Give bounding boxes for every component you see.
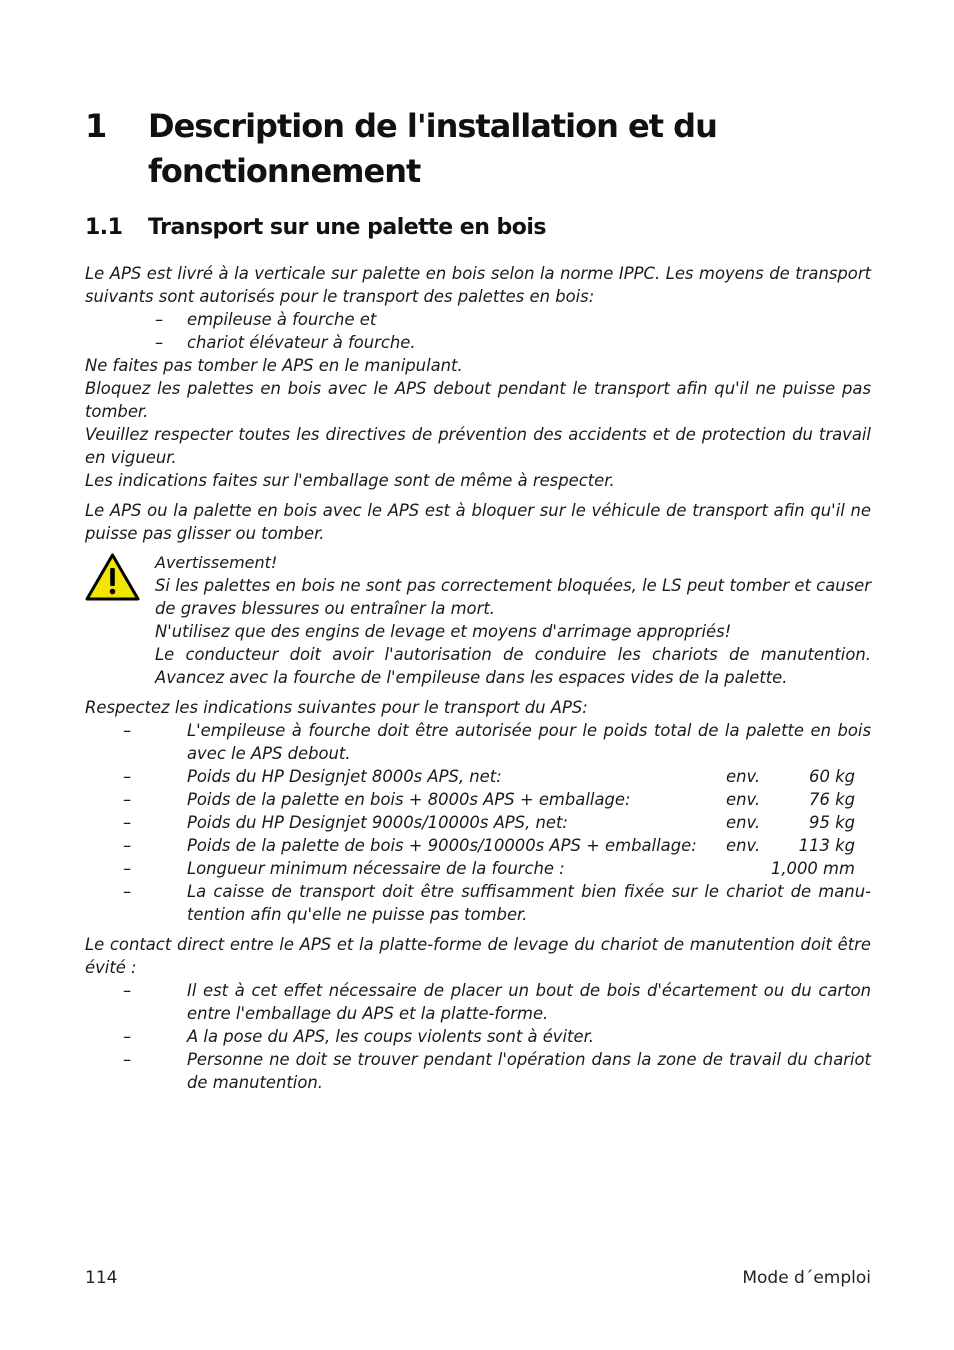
spec-row [85,811,871,834]
warning-title: Avertissement! [155,553,278,572]
list-item-text: A la pose du APS, les coups violents sont à éviter. [187,1027,595,1046]
intro-paragraph: Le APS est livré à la verticale sur palette en bois selon la norme IPPC. Les moyens de transport suivants sont autorisés pour le transport des palettes en bois: [85,264,871,306]
spec-value: 1,000 mm [770,859,855,878]
spec-value: 95 kg [809,813,855,832]
spec-approx: env. [726,813,761,832]
note-paragraph: Bloquez les palettes en bois avec le APS debout pendant le transport afin qu'il ne puisse pas tomber. [85,379,871,421]
dash-bullet: – [155,333,164,352]
section-title: Transport sur une palette en bois [148,215,547,240]
list-item-text: Personne ne doit se trouver pendant l'opération dans la zone de travail du chariot de manutention. [187,1050,871,1092]
spec-approx: env. [726,767,761,786]
list-item [85,331,871,354]
list-item-text: L'empileuse à fourche doit être autorisée pour le poids total de la palette en bois avec le APS debout. [187,721,871,763]
list-item [85,1048,871,1094]
spec-label: Poids du HP Designjet 9000s/10000s APS, net: [187,813,568,832]
spec-row [85,788,871,811]
dash-bullet: – [123,1050,132,1069]
list-item [85,1025,871,1048]
dash-bullet: – [123,790,132,809]
list-item-text: Il est à cet effet nécessaire de placer un bout de bois d'écartement ou du carton entre l'emballage du APS et la platte-forme. [187,981,871,1023]
spec-label: Longueur minimum nécessaire de la fourche : [187,859,565,878]
spec-row [85,765,871,788]
page-footer [85,1268,871,1294]
spec-value: 113 kg [798,836,855,855]
chapter-number: 1 [85,107,107,145]
page-number: 114 [85,1268,118,1288]
dash-bullet: – [155,310,164,329]
dash-bullet: – [123,1027,132,1046]
list-item [85,880,871,926]
section-body [85,262,871,1094]
dash-bullet: – [123,981,132,1000]
dash-bullet: – [123,721,132,740]
document-title: Mode d´emploi [742,1268,871,1288]
spec-row [85,834,871,857]
dash-bullet: – [123,859,132,878]
spec-label: Poids de la palette en bois + 8000s APS + emballage: [187,790,631,809]
dash-bullet: – [123,813,132,832]
list-item-text: La caisse de transport doit être suffisamment bien fixée sur le chariot de manu-tention afin qu'elle ne puisse pas tomber. [187,882,871,924]
note-paragraph: Veuillez respecter toutes les directives de prévention des accidents et de protection du travail en vigueur. [85,425,871,467]
warning-text: Si les palettes en bois ne sont pas correctement bloquées, le LS peut tomber et causer de graves blessures ou entraîner la mort. [155,576,871,618]
chapter-title: Description de l'installation et du fonctionnement [148,107,717,190]
respect-intro: Respectez les indications suivantes pour le transport du APS: [85,698,588,717]
list-item-text: chariot élévateur à fourche. [187,333,416,352]
note-paragraph: Les indications faites sur l'emballage sont de même à respecter. [85,471,615,490]
dash-bullet: – [123,836,132,855]
spec-label: Poids du HP Designjet 8000s APS, net: [187,767,502,786]
spec-label: Poids de la palette de bois + 9000s/10000s APS + emballage: [187,836,697,855]
warning-block [85,551,871,689]
spec-row [85,857,871,880]
dash-bullet: – [123,767,132,786]
warning-triangle-icon [85,553,140,601]
list-item [85,719,871,765]
list-item [85,979,871,1025]
spec-value: 60 kg [809,767,855,786]
note-paragraph: Ne faites pas tomber le APS en le manipulant. [85,356,463,375]
contact-intro: Le contact direct entre le APS et la platte-forme de levage du chariot de manutention doit être évité : [85,935,871,977]
list-item [85,308,871,331]
spec-approx: env. [726,790,761,809]
dash-bullet: – [123,882,132,901]
section-number: 1.1 [85,215,123,240]
list-item-text: empileuse à fourche et [187,310,377,329]
warning-text: Le conducteur doit avoir l'autorisation de conduire les chariots de manutention. Avancez avec la fourche de l'empileuse dans les espaces vides de la palette. [155,645,871,687]
spec-value: 76 kg [809,790,855,809]
warning-text: N'utilisez que des engins de levage et moyens d'arrimage appropriés! [155,622,732,641]
spec-approx: env. [726,836,761,855]
secure-paragraph: Le APS ou la palette en bois avec le APS est à bloquer sur le véhicule de transport afin qu'il ne puisse pas glisser ou tomber. [85,501,871,543]
